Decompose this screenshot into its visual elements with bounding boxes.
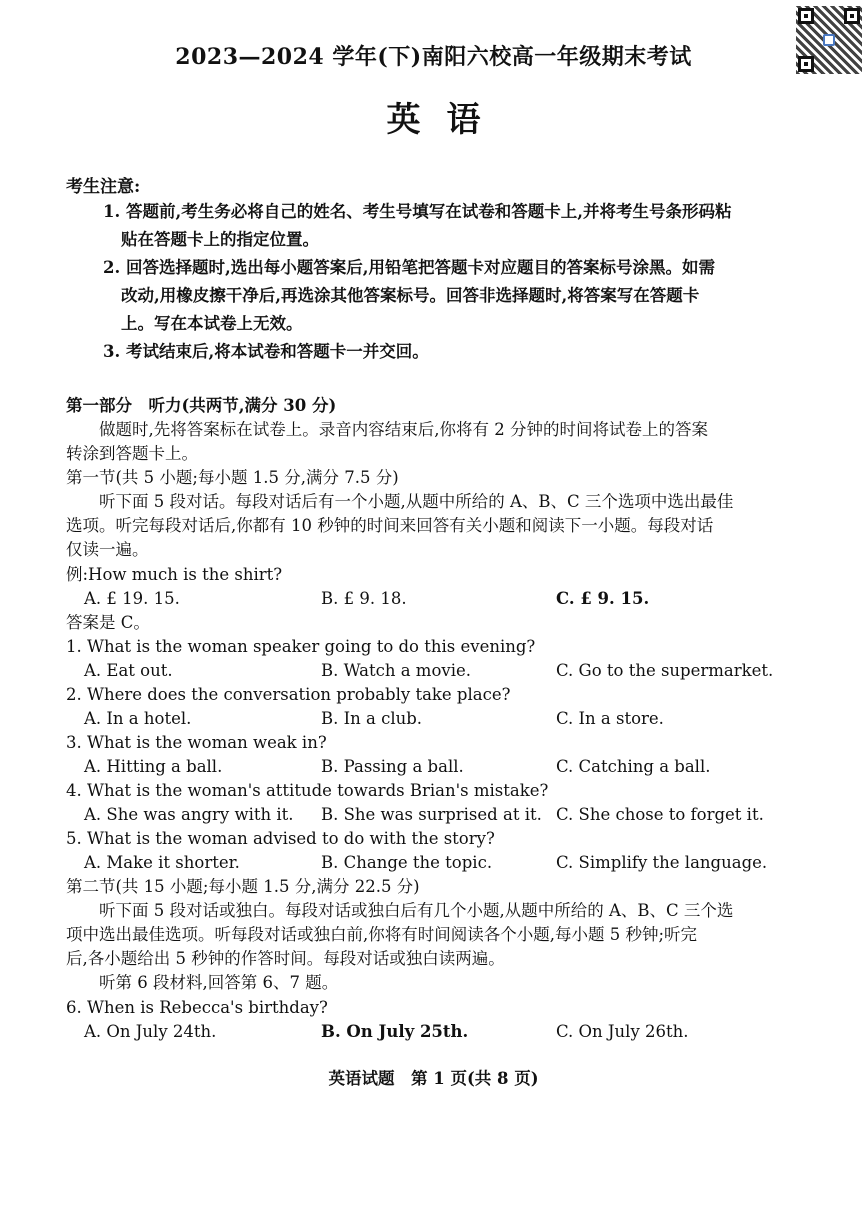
option-c: C. Catching a ball. [556, 757, 711, 776]
section1-instructions: 选项。听完每段对话后,你都有 10 秒钟的时间来回答有关小题和阅读下一小题。每段对话 [66, 516, 714, 535]
notice-item: 贴在答题卡上的指定位置。 [121, 230, 319, 249]
example-option-c: C. £ 9. 15. [556, 589, 650, 608]
question-5: 5. What is the woman advised to do with the story? [66, 829, 495, 848]
option-c: C. Go to the supermarket. [556, 661, 774, 680]
question-4: 4. What is the woman's attitude towards Brian's mistake? [66, 781, 549, 800]
notice-item: 1. 答题前,考生务必将自己的姓名、考生号填写在试卷和答题卡上,并将考生号条形码粘 [103, 202, 732, 221]
question-6: 6. When is Rebecca's birthday? [66, 998, 328, 1017]
option-c: C. In a store. [556, 709, 664, 728]
example-question: 例:How much is the shirt? [66, 565, 283, 584]
notice-item: 2. 回答选择题时,选出每小题答案后,用铅笔把答题卡对应题目的答案标号涂黑。如需 [103, 258, 715, 277]
question-2: 2. Where does the conversation probably take place? [66, 685, 511, 704]
option-b: B. On July 25th. [321, 1022, 469, 1041]
notice-item: 3. 考试结束后,将本试卷和答题卡一并交回。 [103, 342, 429, 361]
notice-item: 上。写在本试卷上无效。 [121, 314, 303, 333]
example-option-a: A. £ 19. 15. [84, 589, 180, 608]
option-b: B. Change the topic. [321, 853, 493, 872]
section2-instructions: 后,各小题给出 5 秒钟的作答时间。每段对话或独白读两遍。 [66, 949, 505, 968]
part1-intro: 做题时,先将答案标在试卷上。录音内容结束后,你将有 2 分钟的时间将试卷上的答案 [66, 420, 708, 439]
option-b: B. Passing a ball. [321, 757, 464, 776]
exam-title: 2023—2024 学年(下)南阳六校高一年级期末考试 [175, 44, 692, 70]
subject-title: 英语 [386, 100, 507, 140]
part1-heading: 第一部分 听力(共两节,满分 30 分) [66, 396, 337, 415]
option-c: C. She chose to forget it. [556, 805, 764, 824]
material-note: 听第 6 段材料,回答第 6、7 题。 [66, 973, 339, 992]
example-option-b: B. £ 9. 18. [321, 589, 407, 608]
option-c: C. On July 26th. [556, 1022, 689, 1041]
option-a: A. In a hotel. [84, 709, 192, 728]
option-a: A. On July 24th. [84, 1022, 217, 1041]
section1-instructions: 听下面 5 段对话。每段对话后有一个小题,从题中所给的 A、B、C 三个选项中选出最佳 [66, 492, 734, 511]
notice-item: 改动,用橡皮擦干净后,再选涂其他答案标号。回答非选择题时,将答案写在答题卡 [121, 286, 700, 305]
example-answer: 答案是 C。 [66, 613, 150, 632]
section2-instructions: 听下面 5 段对话或独白。每段对话或独白后有几个小题,从题中所给的 A、B、C 三个选 [66, 901, 734, 920]
part1-intro: 转涂到答题卡上。 [66, 444, 198, 463]
option-a: A. Make it shorter. [84, 853, 240, 872]
option-a: A. Hitting a ball. [84, 757, 223, 776]
question-3: 3. What is the woman weak in? [66, 733, 327, 752]
section2-heading: 第二节(共 15 小题;每小题 1.5 分,满分 22.5 分) [66, 877, 420, 896]
option-a: A. She was angry with it. [84, 805, 294, 824]
option-c: C. Simplify the language. [556, 853, 768, 872]
page-footer: 英语试题 第 1 页(共 8 页) [328, 1069, 539, 1088]
option-b: B. She was surprised at it. [321, 805, 542, 824]
option-a: A. Eat out. [84, 661, 173, 680]
section1-instructions: 仅读一遍。 [66, 540, 149, 559]
notice-heading: 考生注意: [66, 177, 141, 197]
option-b: B. In a club. [321, 709, 423, 728]
question-1: 1. What is the woman speaker going to do this evening? [66, 637, 536, 656]
option-b: B. Watch a movie. [321, 661, 471, 680]
section1-heading: 第一节(共 5 小题;每小题 1.5 分,满分 7.5 分) [66, 468, 399, 487]
section2-instructions: 项中选出最佳选项。听每段对话或独白前,你将有时间阅读各个小题,每小题 5 秒钟;听完 [66, 925, 698, 944]
